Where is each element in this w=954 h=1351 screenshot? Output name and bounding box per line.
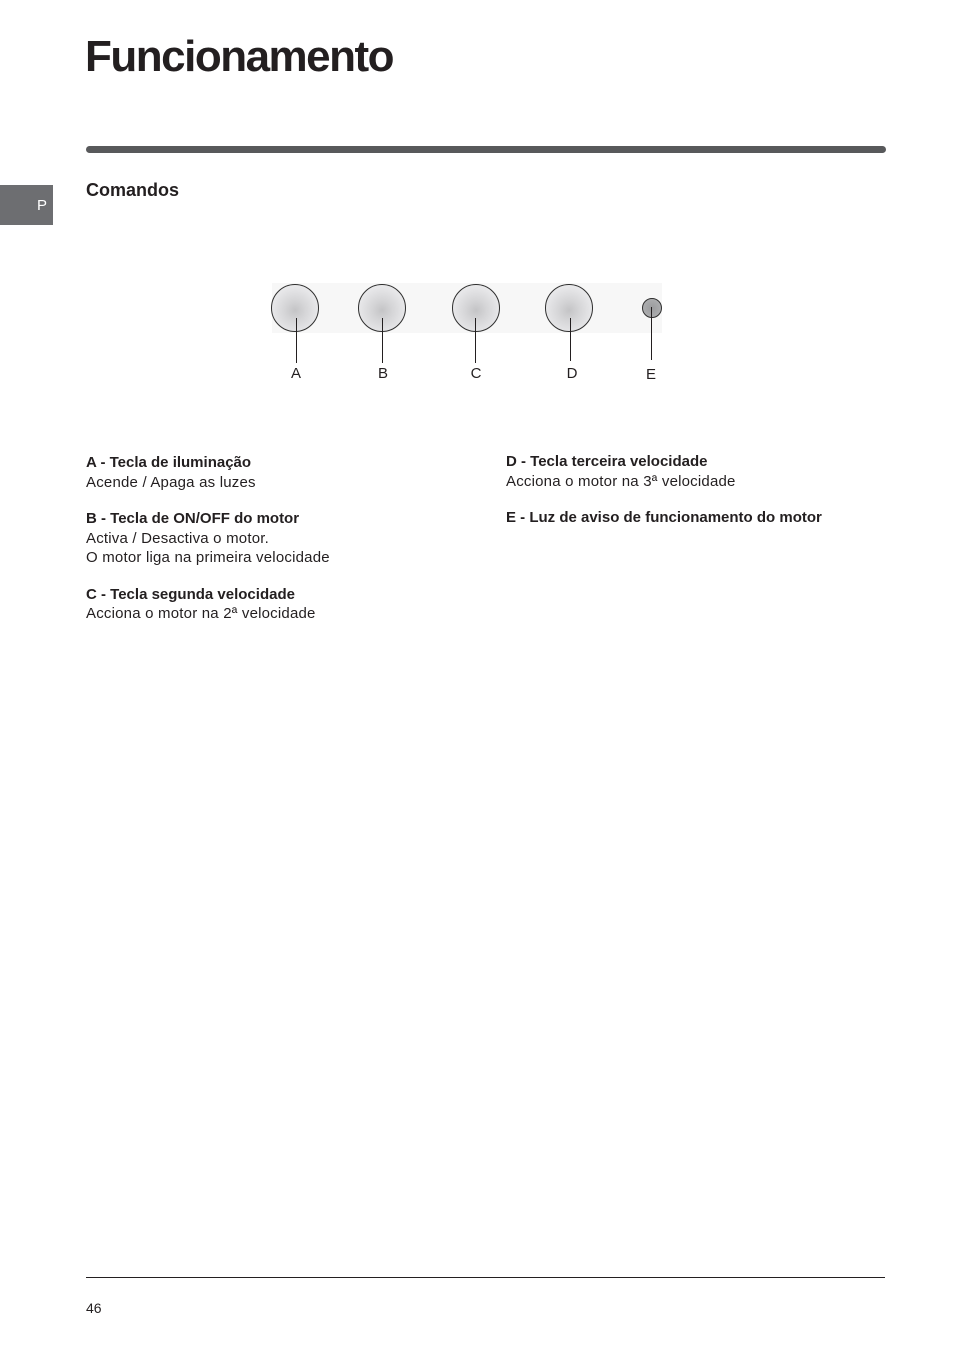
callout-leader-c — [475, 318, 476, 363]
section-heading: Comandos — [86, 180, 180, 200]
legend-item-a — [86, 453, 496, 492]
callout-label-a: A — [290, 365, 301, 382]
light-button-a — [271, 284, 319, 332]
legend-description: Acciona o motor na 3ª velocidade — [506, 472, 736, 490]
legend-description: Acciona o motor na 2ª velocidade — [86, 605, 316, 622]
callout-label-b: B — [377, 365, 388, 382]
legend-term: B - Tecla de ON/OFF do motor — [86, 510, 300, 527]
legend-description: Acende / Apaga as luzes — [86, 473, 256, 491]
callout-leader-b — [382, 318, 383, 363]
legend-right-column — [506, 452, 916, 545]
callout-leader-d — [570, 318, 571, 361]
third-speed-button-d — [545, 284, 593, 332]
legend-term: C - Tecla segunda velocidade — [86, 585, 295, 603]
language-tab-label: P — [36, 196, 47, 214]
title-rule — [86, 146, 886, 153]
footer-rule — [86, 1277, 885, 1278]
motor-on-off-button-b — [358, 284, 406, 332]
callout-label-e: E — [645, 366, 656, 383]
legend-item-c — [86, 585, 496, 624]
page-title: Funcionamento — [85, 32, 394, 81]
legend-term: A - Tecla de iluminação — [86, 454, 252, 471]
second-speed-button-c — [452, 284, 500, 332]
legend-left-column — [86, 453, 496, 641]
page-number: 46 — [86, 1300, 102, 1316]
callout-label-d: D — [566, 365, 578, 382]
callout-label-c: C — [470, 365, 482, 382]
legend-item-b — [86, 509, 496, 568]
legend-term: E - Luz de aviso de funcionamento do motor — [506, 509, 822, 526]
legend-description: O motor liga na primeira velocidade — [86, 549, 330, 566]
callout-leader-a — [296, 318, 297, 363]
callout-leader-e — [651, 307, 652, 360]
legend-description: Activa / Desactiva o motor. — [86, 529, 269, 547]
motor-warning-light-e — [642, 298, 662, 318]
legend-term: D - Tecla terceira velocidade — [506, 453, 708, 470]
legend-item-d — [506, 452, 916, 491]
legend-item-e — [506, 508, 916, 528]
language-tab — [0, 185, 53, 225]
control-panel-strip — [272, 283, 662, 333]
